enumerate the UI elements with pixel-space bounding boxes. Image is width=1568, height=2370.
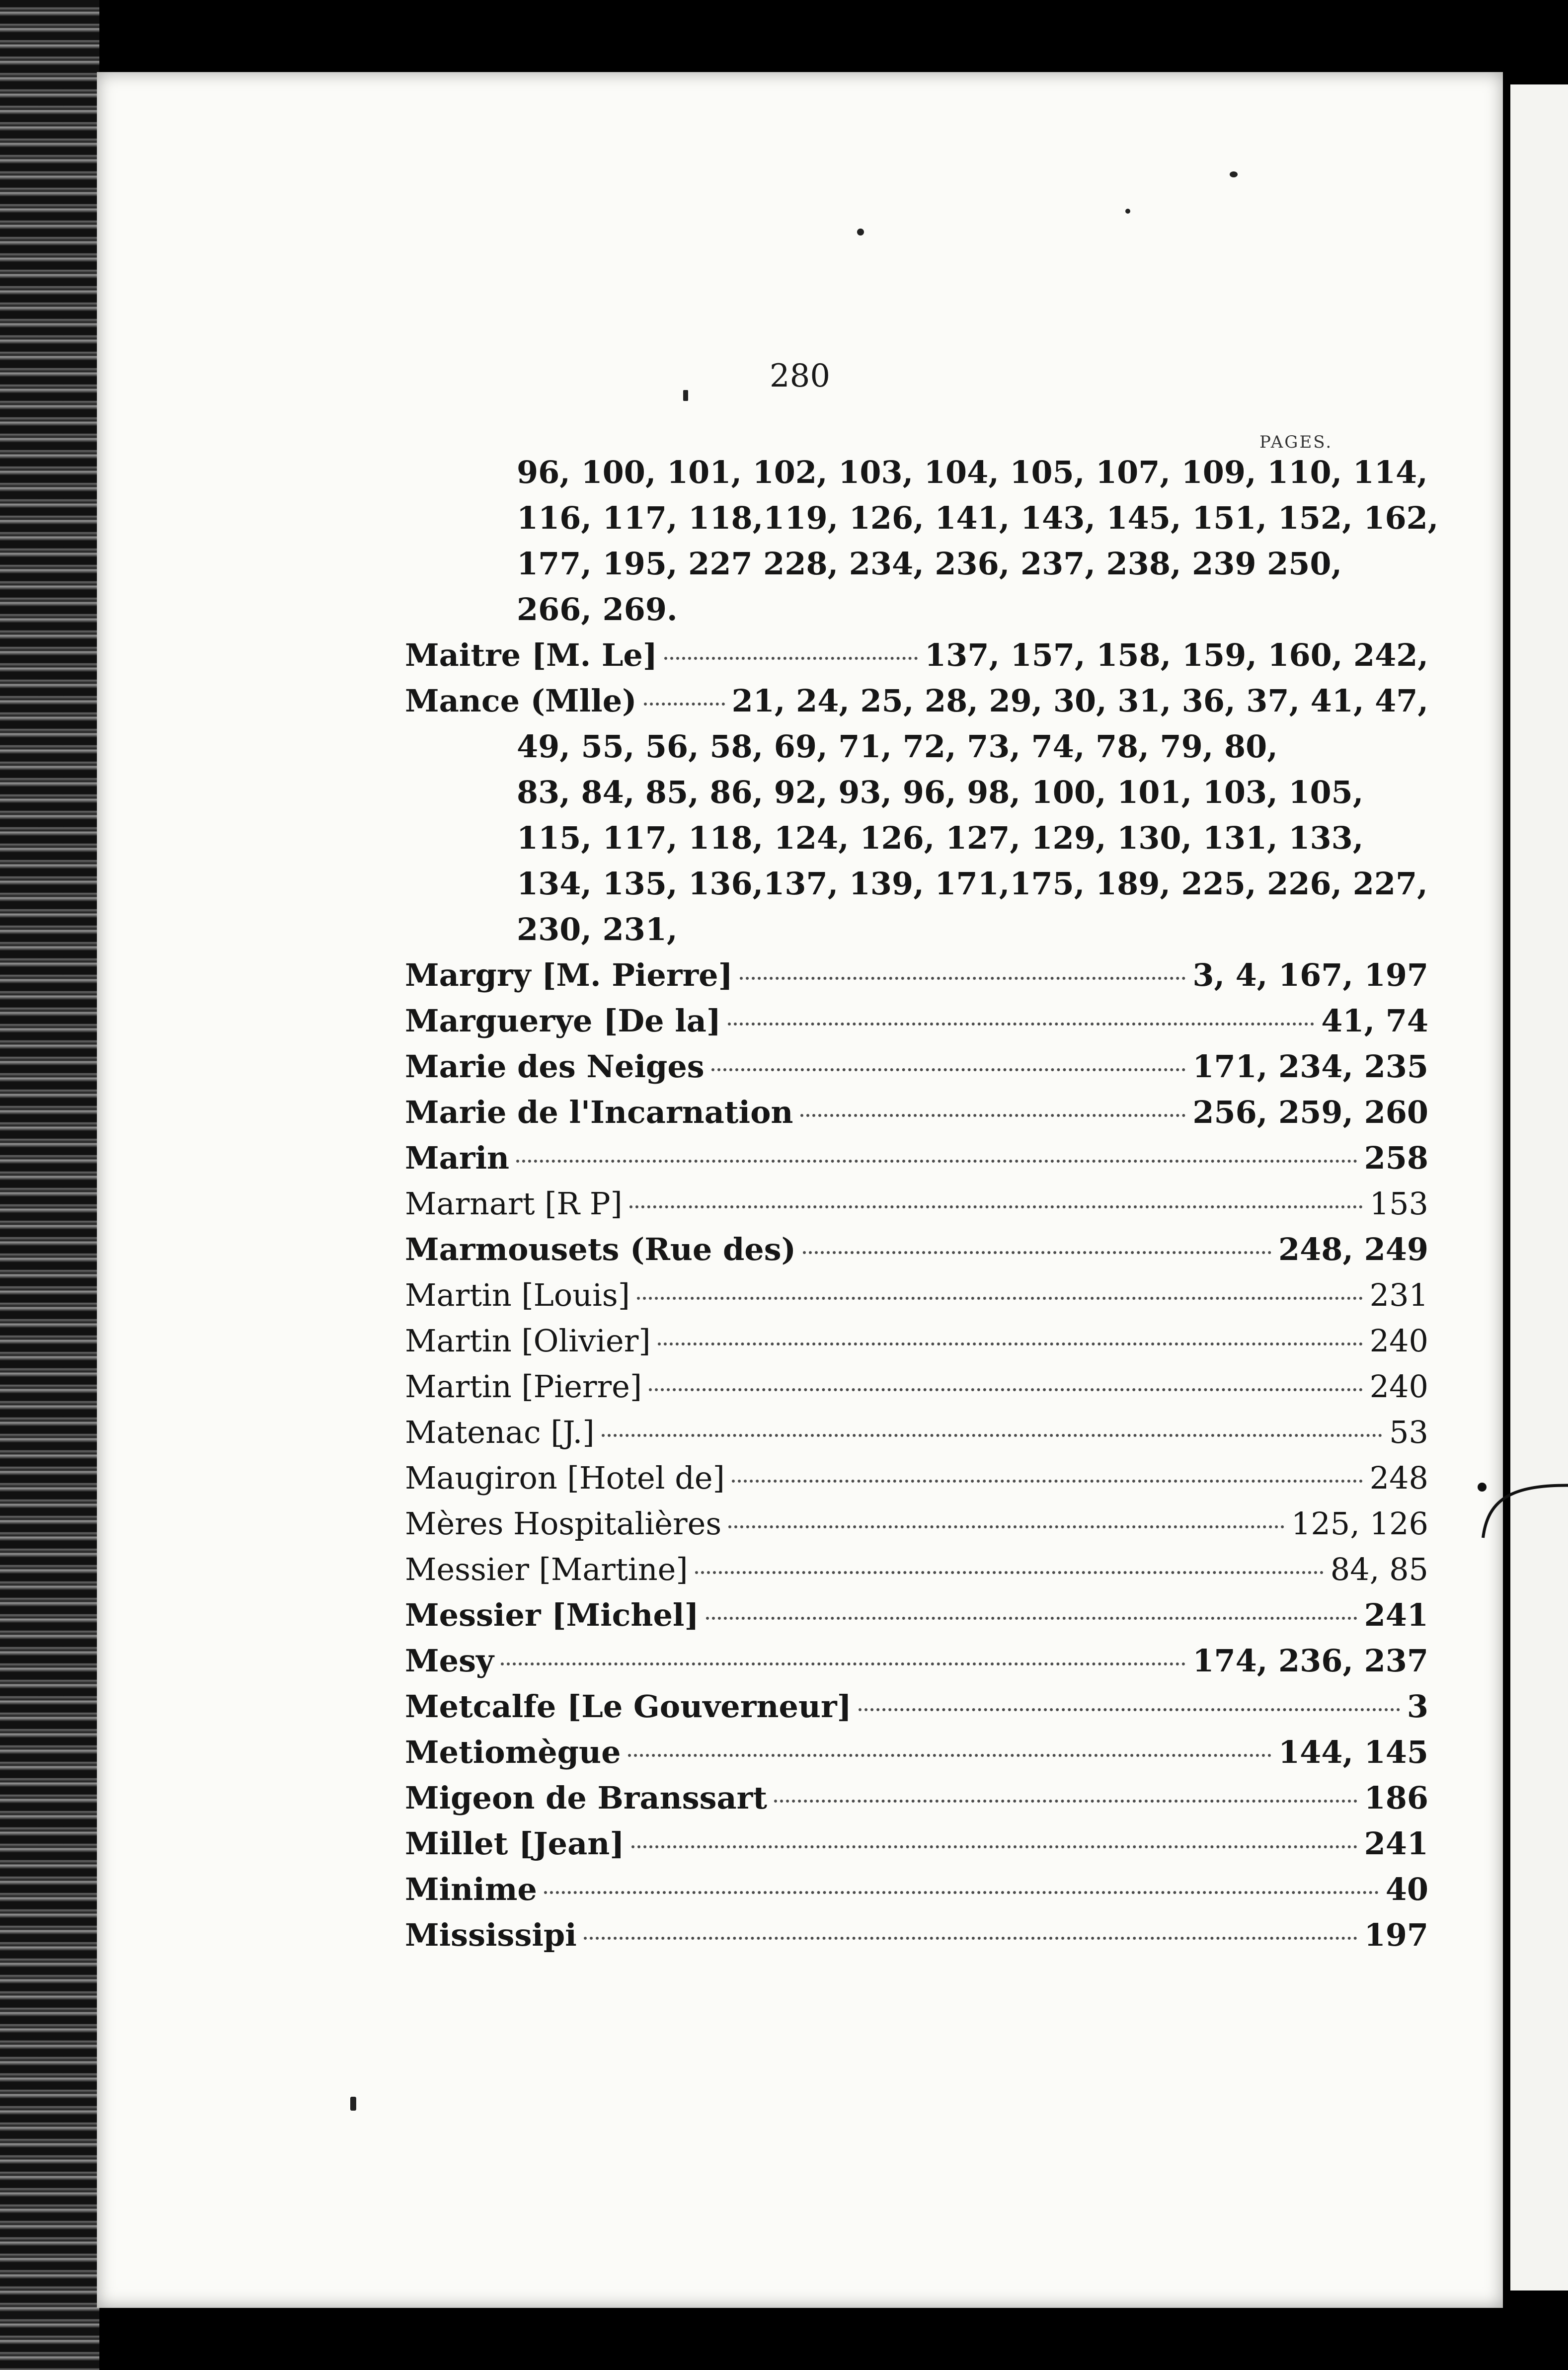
entry-heading: Matenac [J.] [405,1414,595,1450]
dot-leader [628,1754,1271,1757]
index-entry [405,1775,1428,1821]
index-entry [405,1044,1428,1090]
dot-leader [711,1068,1186,1071]
dot-leader [637,1297,1363,1300]
index-entry [405,1592,1428,1638]
speck [857,229,864,236]
index-entry [405,1410,1428,1455]
entry-page-refs: 186 [1364,1780,1428,1816]
index-entry [405,1638,1428,1684]
entry-page-refs: 144, 145 [1278,1734,1428,1770]
index-continuation-line: 177, 195, 227 228, 234, 236, 237, 238, 239 250, [517,546,1342,582]
entry-page-refs: 125, 126 [1291,1505,1428,1542]
index-continuation-line: 115, 117, 118, 124, 126, 127, 129, 130, 131, 133, [517,820,1364,856]
entry-page-refs: 84, 85 [1330,1551,1428,1587]
entry-heading: Metcalfe [Le Gouverneur] [405,1688,852,1725]
entry-heading: Marie des Neiges [405,1048,705,1085]
entry-heading: Messier [Martine] [405,1551,688,1587]
entry-page-refs: 3, 4, 167, 197 [1192,957,1428,993]
entry-page-refs: 248, 249 [1278,1231,1428,1267]
pages-column-label: PAGES. [1259,432,1333,452]
entry-page-refs: 174, 236, 237 [1192,1643,1428,1679]
entry-page-refs: 21, 24, 25, 28, 29, 30, 31, 36, 37, 41, 47, [731,683,1428,719]
index-entry [405,1867,1428,1912]
entry-heading: Mance (Mlle) [405,683,637,719]
entry-heading: Metiomègue [405,1734,621,1770]
dot-leader [516,1160,1357,1163]
index-entry [405,678,1428,724]
entry-heading: Messier [Michel] [405,1597,699,1633]
dot-leader [803,1251,1271,1254]
entry-page-refs: 258 [1364,1140,1428,1176]
entry-page-refs: 197 [1364,1917,1428,1953]
dot-leader [664,657,918,660]
entry-heading: Marmousets (Rue des) [405,1231,796,1267]
index-entry [405,1272,1428,1318]
entry-page-refs: 256, 259, 260 [1192,1094,1428,1130]
index-entry [405,1821,1428,1867]
dot-leader [800,1114,1186,1117]
entry-heading: Minime [405,1871,537,1907]
dot-leader [649,1388,1363,1391]
index-entry [405,1318,1428,1364]
facing-page-edge [1510,84,1568,2291]
dot-leader [740,977,1185,980]
entry-heading: Margry [M. Pierre] [405,957,733,993]
dot-leader [658,1343,1363,1345]
index-entry [405,632,1428,678]
dot-leader [602,1434,1383,1437]
entry-heading: Marin [405,1140,510,1176]
dot-leader [629,1205,1363,1208]
entry-heading: Migeon de Branssart [405,1780,767,1816]
entry-page-refs: 248 [1369,1460,1428,1496]
index-entry [405,1455,1428,1501]
entry-page-refs: 231 [1369,1277,1428,1313]
index-continuation-line: 230, 231, [517,911,678,948]
index-continuation-line: 266, 269. [517,591,678,628]
margin-scribble [1473,1478,1568,1558]
index-entry [405,1364,1428,1410]
index-entry [405,1501,1428,1547]
speck [350,2097,356,2111]
index-continuation-line: 83, 84, 85, 86, 92, 93, 96, 98, 100, 101, 103, 105, [517,774,1364,810]
index-continuation-line: 49, 55, 56, 58, 69, 71, 72, 73, 74, 78, 79, 80, [517,728,1278,765]
dot-leader [695,1571,1324,1574]
entry-heading: Marnart [R P] [405,1185,623,1222]
book-binding-edge [0,0,99,2370]
entry-page-refs: 40 [1385,1871,1428,1907]
entry-heading: Millet [Jean] [405,1825,625,1862]
entry-page-refs: 240 [1369,1368,1428,1405]
entry-heading: Mississipi [405,1917,577,1953]
index-entry [405,1547,1428,1592]
entry-page-refs: 241 [1364,1597,1428,1633]
entry-heading: Marie de l'Incarnation [405,1094,793,1130]
index-continuation-line: 96, 100, 101, 102, 103, 104, 105, 107, 109, 110, 114, [517,454,1428,490]
index-entries [405,450,1439,1958]
index-continuation-line: 134, 135, 136,137, 139, 171,175, 189, 225, 226, 227, [517,866,1428,902]
entry-heading: Mesy [405,1643,494,1679]
entry-heading: Martin [Louis] [405,1277,630,1313]
index-entry [405,998,1428,1044]
dot-leader [644,703,725,706]
entry-heading: Marguerye [De la] [405,1003,721,1039]
dot-leader [501,1662,1185,1665]
dot-leader [544,1891,1379,1894]
index-entry [405,1181,1428,1227]
entry-page-refs: 241 [1364,1825,1428,1862]
dot-leader [706,1617,1357,1620]
entry-heading: Maitre [M. Le] [405,637,658,673]
dot-leader [631,1845,1357,1848]
dot-leader [732,1480,1363,1483]
page-number: 280 [769,358,831,395]
index-page [97,72,1503,2308]
dot-leader [774,1800,1357,1803]
index-entry [405,1730,1428,1775]
index-entry [405,952,1428,998]
entry-heading: Mères Hospitalières [405,1505,722,1542]
speck [683,390,688,401]
index-entry [405,1684,1428,1730]
entry-page-refs: 153 [1369,1185,1428,1222]
entry-page-refs: 171, 234, 235 [1192,1048,1428,1085]
entry-page-refs: 53 [1389,1414,1428,1450]
index-entry [405,1227,1428,1272]
entry-page-refs: 137, 157, 158, 159, 160, 242, [925,637,1428,673]
speck [1230,171,1238,177]
dot-leader [728,1023,1314,1026]
entry-heading: Martin [Olivier] [405,1323,651,1359]
entry-page-refs: 41, 74 [1321,1003,1428,1039]
dot-leader [859,1708,1400,1711]
entry-page-refs: 3 [1407,1688,1428,1725]
index-continuation-line: 116, 117, 118,119, 126, 141, 143, 145, 151, 152, 162, [517,500,1439,536]
entry-page-refs: 240 [1369,1323,1428,1359]
speck [1125,209,1130,214]
dot-leader [728,1525,1284,1528]
entry-heading: Maugiron [Hotel de] [405,1460,725,1496]
entry-heading: Martin [Pierre] [405,1368,642,1405]
dot-leader [584,1937,1357,1940]
index-entry [405,1912,1428,1958]
index-entry [405,1135,1428,1181]
index-entry [405,1090,1428,1135]
